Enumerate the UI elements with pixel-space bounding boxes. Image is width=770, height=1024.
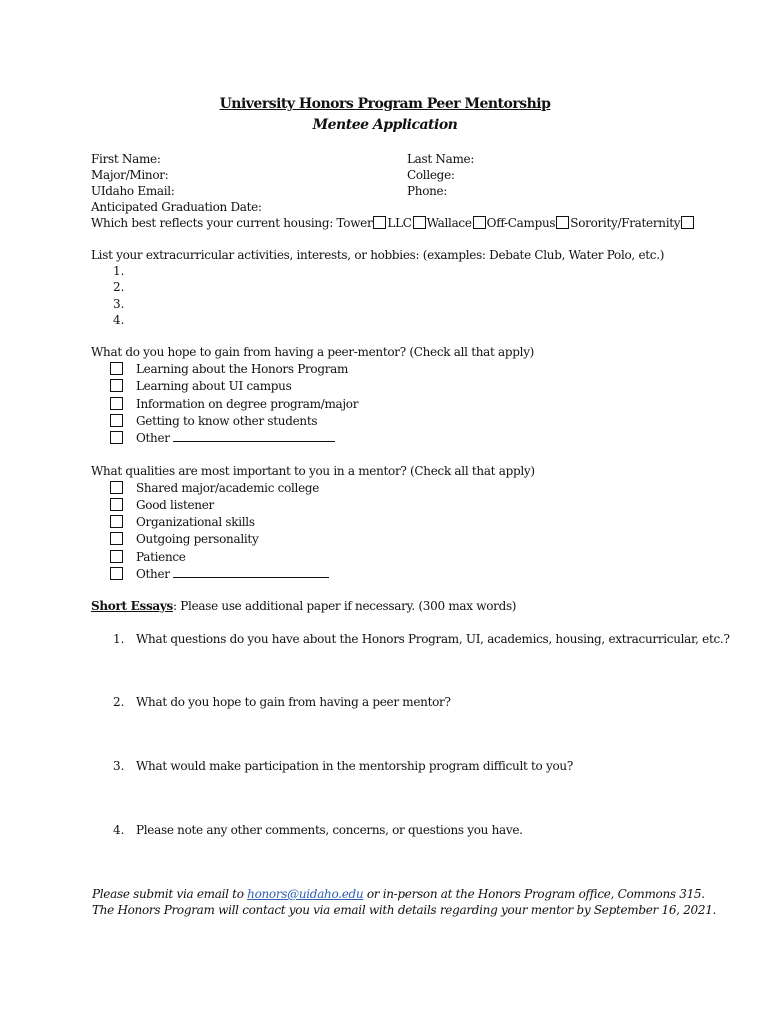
page-title: University Honors Program Peer Mentorship bbox=[219, 96, 551, 112]
checkbox[interactable] bbox=[110, 567, 123, 580]
essay-number-1: 1. bbox=[113, 632, 125, 646]
checkbox[interactable] bbox=[110, 515, 123, 528]
footer-line-2: The Honors Program will contact you via email with details regarding your mentor by September 16, 2021. bbox=[92, 903, 717, 917]
housing-prompt: Which best reflects your current housing: bbox=[91, 216, 333, 230]
housing-checkbox-tower[interactable] bbox=[373, 216, 386, 229]
email-label: UIdaho Email: bbox=[91, 184, 175, 198]
footer-post: or in-person at the Honors Program office, Commons 315. bbox=[363, 887, 705, 901]
other-label: Other bbox=[136, 567, 170, 581]
option-label: Outgoing personality bbox=[136, 532, 259, 546]
other-label: Other bbox=[136, 431, 170, 445]
gain-prompt: What do you hope to gain from having a peer-mentor? (Check all that apply) bbox=[91, 345, 535, 359]
essays-heading: Short Essays bbox=[91, 599, 173, 613]
option-label: Good listener bbox=[136, 498, 214, 512]
essay-number-2: 2. bbox=[113, 695, 125, 709]
housing-option-tower: Tower bbox=[336, 216, 373, 230]
essay-question-1: What questions do you have about the Honors Program, UI, academics, housing, extracurricular, etc.? bbox=[136, 632, 730, 646]
first-name-label: First Name: bbox=[91, 152, 161, 166]
essays-instructions: : Please use additional paper if necessary. (300 max words) bbox=[173, 599, 517, 613]
essay-question-2: What do you hope to gain from having a peer mentor? bbox=[136, 695, 451, 709]
option-label: Patience bbox=[136, 550, 186, 564]
essays-heading-row bbox=[91, 598, 516, 614]
housing-option-llc: LLC bbox=[387, 216, 412, 230]
option-label: Learning about the Honors Program bbox=[136, 362, 349, 376]
housing-option-wallace: Wallace bbox=[426, 216, 472, 230]
housing-checkbox-wallace[interactable] bbox=[473, 216, 486, 229]
activity-item-1: 1. bbox=[113, 264, 125, 278]
footer-pre: Please submit via email to bbox=[92, 887, 248, 901]
other-blank-line[interactable] bbox=[173, 566, 329, 578]
checkbox[interactable] bbox=[110, 532, 123, 545]
housing-checkbox-greek[interactable] bbox=[681, 216, 694, 229]
college-label: College: bbox=[407, 168, 455, 182]
footer-line-1 bbox=[92, 886, 705, 902]
activities-prompt: List your extracurricular activities, interests, or hobbies: (examples: Debate Club, Water Polo, etc.) bbox=[91, 248, 665, 262]
housing-checkbox-off-campus[interactable] bbox=[556, 216, 569, 229]
housing-option-greek: Sorority/Fraternity bbox=[570, 216, 681, 230]
activity-item-2: 2. bbox=[113, 280, 125, 294]
checkbox[interactable] bbox=[110, 397, 123, 410]
essay-question-4: Please note any other comments, concerns, or questions you have. bbox=[136, 823, 523, 837]
other-blank-line[interactable] bbox=[173, 430, 335, 442]
housing-row bbox=[91, 215, 695, 231]
option-label bbox=[136, 566, 329, 582]
checkbox[interactable] bbox=[110, 550, 123, 563]
option-label: Shared major/academic college bbox=[136, 481, 320, 495]
checkbox[interactable] bbox=[110, 362, 123, 375]
qualities-prompt: What qualities are most important to you in a mentor? (Check all that apply) bbox=[91, 464, 535, 478]
essay-number-4: 4. bbox=[113, 823, 125, 837]
option-label: Information on degree program/major bbox=[136, 397, 359, 411]
major-minor-label: Major/Minor: bbox=[91, 168, 169, 182]
activity-item-3: 3. bbox=[113, 297, 125, 311]
option-label: Organizational skills bbox=[136, 515, 255, 529]
checkbox[interactable] bbox=[110, 481, 123, 494]
option-label bbox=[136, 430, 335, 446]
essay-question-3: What would make participation in the mentorship program difficult to you? bbox=[136, 759, 573, 773]
housing-checkbox-llc[interactable] bbox=[413, 216, 426, 229]
phone-label: Phone: bbox=[407, 184, 448, 198]
checkbox[interactable] bbox=[110, 379, 123, 392]
checkbox[interactable] bbox=[110, 414, 123, 427]
activity-item-4: 4. bbox=[113, 313, 125, 327]
last-name-label: Last Name: bbox=[407, 152, 475, 166]
checkbox[interactable] bbox=[110, 431, 123, 444]
housing-option-off-campus: Off-Campus bbox=[486, 216, 556, 230]
essay-number-3: 3. bbox=[113, 759, 125, 773]
checkbox[interactable] bbox=[110, 498, 123, 511]
page-subtitle: Mentee Application bbox=[312, 117, 458, 133]
honors-email-link[interactable]: honors@uidaho.edu bbox=[247, 887, 364, 901]
option-label: Learning about UI campus bbox=[136, 379, 292, 393]
grad-date-label: Anticipated Graduation Date: bbox=[91, 200, 262, 214]
option-label: Getting to know other students bbox=[136, 414, 318, 428]
